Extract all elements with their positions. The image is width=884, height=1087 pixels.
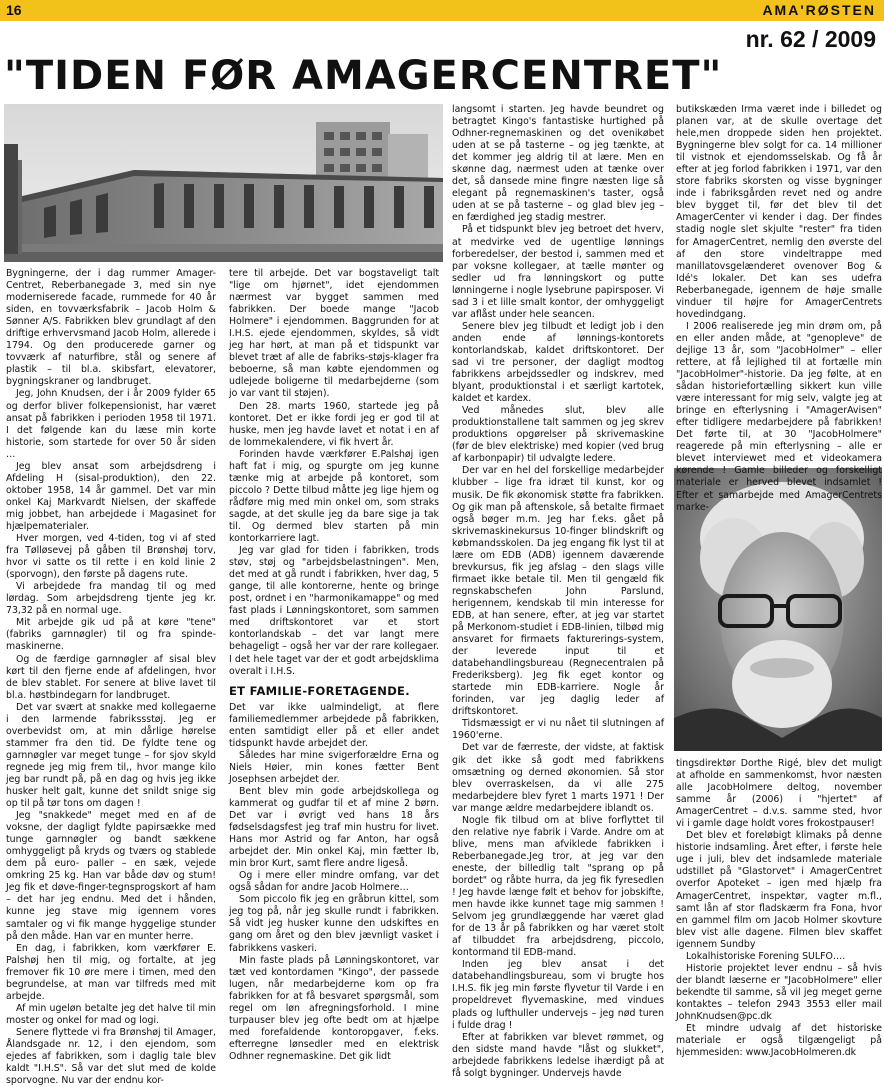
top-color-bar [0, 0, 884, 21]
paragraph: Tidsmæssigt er vi nu nået til slutningen af 1960'erne. [452, 718, 664, 742]
masthead: AMA'RØSTEN [762, 2, 876, 18]
paragraph: Jeg blev ansat som arbejdsdreng i Afdeling H (sisal-produktion), den 22. oktober 1958, 14 år gammel. Det var min onkel Kaj Markvardt Nielsen, der skaffede mig jobbet, han arbejdede i Magasinet for hjælpematerialer. [6, 460, 216, 532]
paragraph: Således har mine svigerforældre Erna og Niels Høier, min kones fætter Bent Josephsen arbejdet der. [229, 749, 439, 785]
paragraph: Senere blev jeg tilbudt et ledigt job i den anden ende af lønnings-kontorets kontorlandskab, kaldet driftskontoret. Der sad vi tre personer, der dagligt modtog fabrikkens arbejdssedler og indskrev, med blyant, produktionstal i et særligt kartotek, kaldet et kardex. [452, 320, 664, 405]
paragraph: Og i mere eller mindre omfang, var det også sådan for andre Jacob Holmere… [229, 870, 439, 894]
paragraph: Efter at fabrikken var blevet rømmet, og den sidste mand havde "låst og slukket", arbejdede fabrikkens ledelse ihærdigt på at få solgt bygninger. Undervejs havde [452, 1031, 664, 1079]
paragraph: Bent blev min gode arbejdskollega og kammerat og gudfar til et af mine 2 børn. Det var i øvrigt ved hans 18 års fødselsdagsfest jeg traf min hustru for livet. Hans mor Astrid og far Anton, har også arbejdet der. Min onkel Kaj, min fætter Ib, min bror Kurt, samt flere andre ligeså. [229, 785, 439, 870]
paragraph: Min faste plads på Lønningskontoret, var tæt ved kontordamen "Kingo", der passede lugen, når medarbejderne kom op fra fabrikken for at få besvaret spørgsmål, som regel om løn afregningsforhold. I mine turpauser blev jeg ofte bedt om at hjælpe med forefaldende kontoropgaver, f.eks. efterregne lønsedler med en elektrisk Odhner regnemaskine. Det gik lidt [229, 954, 439, 1062]
paragraph: Jeg "snakkede" meget med en af de voksne, der dagligt fyldte papirsække med tunge garnnøgler og bandt sækkene omhyggeligt på kryds og tværs og stablede dem på euro- paller – en sæk, vejede omkring 25 kg. Han var både døv og stum! Jeg fik et døve-finger-tegnsprogskort af ham – det har jeg endnu. Med det i hånden, kunne jeg stave mig igennem vores samtaler og vi fik mange hyggelige stunder på den måde. Han var en munter herre. [6, 810, 216, 942]
paragraph: Det var de færreste, der vidste, at faktisk gik det ikke så godt med fabrikkens omsætning og derned økonomien. Så stor blev overraskelsen, da vi alle 275 medarbejdere blev fyret 1 marts 1971 ! Der var mange ældre medarbejdere iblandt os. [452, 742, 664, 814]
paragraph: Et mindre udvalg af det historiske materiale er også tilgængeligt på hjemmesiden: www.JacobHolmeren.dk [676, 1023, 882, 1059]
article-column-2 [229, 268, 439, 1068]
paragraph: Jeg var glad for tiden i fabrikken, trods støv, støj og "arbejdsbelastningen". Men, det med at gå rundt i fabrikken, hver dag, 5 gange, til alle kontorerne, hente og bringe post, ordnet i en "harmonikamappe" og med fast plads i Lønningskontoret, som sammen med driftskontoret var et stort kontorlandskab – det var langt mere behageligt – også her var der rare kollegaer. I det hele taget var der et godt arbejdsklima overalt i I.H.S. [229, 545, 439, 677]
article-column-1 [6, 268, 216, 1087]
paragraph: Det var ikke ualmindeligt, at flere familiemedlemmer arbejdede på fabrikken, enten samtidigt eller på et eller andet tidspunkt havde arbejdet der. [229, 701, 439, 749]
paragraph: Og de færdige garnnøgler af sisal blev kørt til den fjerne ende af afdelingen, hvor de blev stablet. For senere at blive lavet til bl.a. høstbindegarn for landbruget. [6, 653, 216, 701]
paragraph: Hver morgen, ved 4-tiden, tog vi af sted fra Tølløsevej på gåben til Brønshøj torv, hvor vi satte os til rette i en kold linie 2 (sporvogn), den første på dagens rute. [6, 533, 216, 581]
paragraph: Nogle fik tilbud om at blive forflyttet til den relative nye fabrik i Varde. Andre om at blive, mens man afviklede fabrikken i Reberbanegade.Jeg tror, at jeg var den eneste, der billedlig talt "sprang op på bordet" og råbte hurra, da jeg fik fyresedlen ! Jeg havde længe følt et behov for jobskifte, men havde ikke kunnet tage mig sammen ! Selvom jeg grundlæggende har været glad for de 13 år på fabrikken og har været stolt af tilbuddet fra arbejdsdreng, piccolo, kontormand til EDB-mand. [452, 814, 664, 959]
paragraph: Lokalhistoriske Forening SULFO…. [686, 950, 846, 962]
article-column-4-top [676, 104, 882, 513]
paragraph: tere til arbejde. Det var bogstaveligt talt "lige om hjørnet", idet ejendommen nærmest var bygget sammen med fabrikken. Der boede mange "Jacob Holmere" i ejendommen. Baggrunden for at I.H.S. ejede ejendommen, skyldes, så vidt jeg har hørt, at man på et tidspunkt var blevet træt af alle de fabriks-støjs-klager fra beboerne, så man købte ejendommen og udlejede boligerne til medarbejderne (som jo var vant til støjen). [229, 268, 439, 400]
paragraph: Inden jeg blev ansat i det databehandlingsbureau, som vi brugte hos I.H.S. fik jeg min første flyvetur til Varde i en propeldrevet flyvemaskine, med vindues plads og lufthuller undervejs – jeg nød turen i fulde drag ! [452, 959, 664, 1031]
paragraph: Det var svært at snakke med kollegaerne i den larmende fabrikssstøj. Jeg er overbevidst om, at min dårlige hørelse stammer fra den tid. De fyldte tene og garnnøgler var meget tunge – for sjov skyld regnede jeg mig frem til,, hvor mange kilo jeg bar rundt på, på en dag og hvis jeg ikke husker helt galt, kunne det snildt snige sig op til på tør tons om dagen ! [6, 701, 216, 810]
article-title: "TIDEN FØR AMAGERCENTRET" [4, 53, 723, 99]
paragraph: På et tidspunkt blev jeg betroet det hverv, at medvirke ved de ugentlige lønnings forberedelser, der bestod i, sammen med et par voksne kollegaer, at tælle mønter og sedler ud fra lønningskort og putte lønningerne i nogle lysebrune papirsposer. Vi sad 3 i et lille smalt kontor, der omhyggeligt var aflåst under hele seancen. [452, 224, 664, 320]
article-column-3 [452, 104, 664, 1079]
paragraph: Mit arbejde gik ud på at køre "tene" (fabriks garnnøgler) til og fra spinde-maskinerne. [6, 617, 216, 653]
issue-number: nr. 62 / 2009 [745, 26, 876, 52]
paragraph: I 2006 realiserede jeg min drøm om, på en eller anden måde, at "genopleve" de dejlige 13 år, som "JacobHolmer" – eller rettere, at få lejlighed til at fortælle min "JacobHolmer"-historie. Da jeg følte, at en sådan historiefortælling sikkert kun ville være interessant for mig selv, valgte jeg at bringe en efterlysning i "AmagerAvisen" efter tidligere medarbejdere på fabrikken! Det førte til, at 30 "JacobHolmere" reagerede på min efterlysning – alle er blevet interviewet med et videokamera kørende ! Gamle billeder og forskelligt materiale er herved blevet indsamlet ! Efter et samarbejde med AmagerCentrets marke- [676, 320, 882, 513]
article-column-4-bottom [676, 758, 882, 1068]
paragraph: En dag, i fabrikken, kom værkfører E. Palshøj hen til mig, og fortalte, at jeg fremover fik 10 øre mere i timen, med den begrundelse, at man var tilfreds med mit arbejde. [6, 942, 216, 1002]
paragraph: Den 28. marts 1960, startede jeg på kontoret. Det er ikke fordi jeg er god til at huske, men jeg havde lavet et notat i en af de lommekalendere, vi fik hvert år. [229, 400, 439, 448]
paragraph: Det blev et foreløbigt klimaks på denne historie indsamling. Året efter, i første hele uge i juli, blev det indsamlede materiale udstillet på "Glastorvet" i AmagerCentret overfor Apoteket – igen med hjælp fra AmagerCentret, inspektør, vagter m.fl., samt lån af stor fladskærm fra Fona, hvor en gammel film om Jacob Holmer skovture blev vist alle dagene. Filmen blev skaffet igennem Sundby [676, 830, 882, 950]
factory-photo [4, 104, 443, 262]
paragraph: tingsdirektør Dorthe Rigé, blev det muligt at afholde en sammenkomst, hvor næsten alle JacobHolmere deltog, november samme år (2006) i "hjertet" af AmagerCentret – d.v.s. samme sted, hvor vi i gamle dage holdt vores frokostpauser! [676, 758, 882, 830]
section-subhead: ET FAMILIE-FORETAGENDE. [229, 683, 410, 698]
paragraph: Jeg, John Knudsen, der i år 2009 fylder 65 og derfor bliver folkepensionist, har været ansat på fabrikken i perioden 1958 til 1971. I det følgende kan du læse min korte historie, som startede for over 50 år siden … [6, 388, 216, 460]
paragraph: Forinden havde værkfører E.Palshøj igen haft fat i mig, og spurgte om jeg kunne tænke mig at arbejde på kontoret, som piccolo ? Dette tilbud måtte jeg lige hjem og rådføre mig med min onkel om, som straks sagde, at det skulle jeg da bare sige ja tak til. Og dermed blev starten på min kontorkarriere lagt. [229, 448, 439, 545]
paragraph: Af min ugeløn betalte jeg det halve til min moster og onkel for mad og logi. [6, 1002, 216, 1026]
paragraph: langsomt i starten. Jeg havde beundret og betragtet Kingo's fantastiske hurtighed på Odhner-regnemaskinen og det ovenikøbet uden at se på tasterne – og jeg tænkte, at det kommer jeg aldrig til at lære. Men en skønne dag, nærmest uden at tænke over det, så dansede mine fingre næsten lige så elegant på regnemaskinen's taster, også uden at se på tasterne – og glad blev jeg – en færdighed jeg stadig mestrer. [452, 104, 664, 224]
paragraph: Vi arbejdede fra mandag til og med lørdag. Som arbejdsdreng tjente jeg kr. 73,32 på en normal uge. [6, 581, 216, 617]
paragraph: butikskæden Irma været inde i billedet og planen var, at de skulle overtage det hele,men droppede siden hen projektet. Bygningerne blev solgt for ca. 14 millioner til vistnok et ejendomsselskab. Og få år efter at jeg forlod fabrikken i 1971, var den store fabriks skorsten og visse bygninger inde i fabriksgården revet ned og andre blev bygget til, før det blev til det AmagerCenter vi kender i dag. Der findes stadig nogle slet skjulte "rester" fra tiden for AmagerCentret, nemlig den øverste del af den store vindeltrappe med manillatovsgelænderet ovenover Bog & Idé's lokaler. Det kan ses udefra Reberbanegade, igennem de høje smalle vinduer til højre for AmagerCentrets hovedindgang. [676, 104, 882, 320]
paragraph: Der var en hel del forskellige medarbejder klubber – lige fra idræt til kunst, kor og musik. De fik økonomisk støtte fra fabrikken. Og gik man på aftenskole, så betalte firmaet også bøger m.m. Jeg har f.eks. gået på skrivemaskinekursus 10-finger blindskrift og købmandsskolen. Da jeg engang fik lyst til at lære om EDB (ADB) igennem daværende brevkursus, fik jeg afslag – den slags ville firmaet ikke betale til. Men til gengæld fik regnskabschefen John Parslund, herigennem, kendskab til min interesse for EDB, at han senere, efter, at jeg var startet på Merkonom-studiet i EDB-linien, tilbød mig ansvaret for firmaets fakturerings-system, der leverede input til et databehandlingsbureau (Regnecentralen på Frederiksberg). Jeg fik eget kontor og startede min EDB-karriere. Nogle år forinden, var jeg daglig leder af driftskontoret. [452, 465, 664, 718]
paragraph: Ved månedes slut, blev alle produktionstallene talt sammen og jeg skrev produktions opgørelser på skrivemaskine (før de blev elektriske) med kopier (ved brug af karbonpapir) til udvalgte ledere. [452, 405, 664, 465]
page-number: 16 [6, 2, 22, 18]
paragraph: Som piccolo fik jeg en gråbrun kittel, som jeg tog på, når jeg skulle rundt i fabrikken. Så vidt jeg husker kunne den udskiftes en gang om året og den blev jævnligt vasket i fabrikkens vaskeri. [229, 894, 439, 954]
paragraph: Bygningerne, der i dag rummer Amager-Centret, Reberbanegade 3, med sin nye moderniserede facade, rummede for 40 år siden, en tovværksfabrik – Jacob Holm & Sønner A/S. Fabrikken blev grundlagt af den driftige erhvervsmand Jacob Holm, allerede i 1794. Og den producerede garner og tovværk af naturfibre, stål og senere af plastik – til bl.a. skibsfart, elevatorer, bygningskraner og landbruget. [6, 268, 216, 388]
paragraph: Historie projektet lever endnu – så hvis der blandt læserne er "JacobHolmere" eller bekendte til samme, så vil jeg meget gerne kontaktes – telefon 2943 3553 eller mail JohnKnudsen@pc.dk [676, 962, 882, 1022]
paragraph: Senere flyttede vi fra Brønshøj til Amager, Ålandsgade nr. 12, i den ejendom, som ejedes af fabrikken, som i daglig tale blev kaldt "I.H.S". Så var det slut med de kolde sporvogne. Nu var der endnu kor- [6, 1026, 216, 1087]
